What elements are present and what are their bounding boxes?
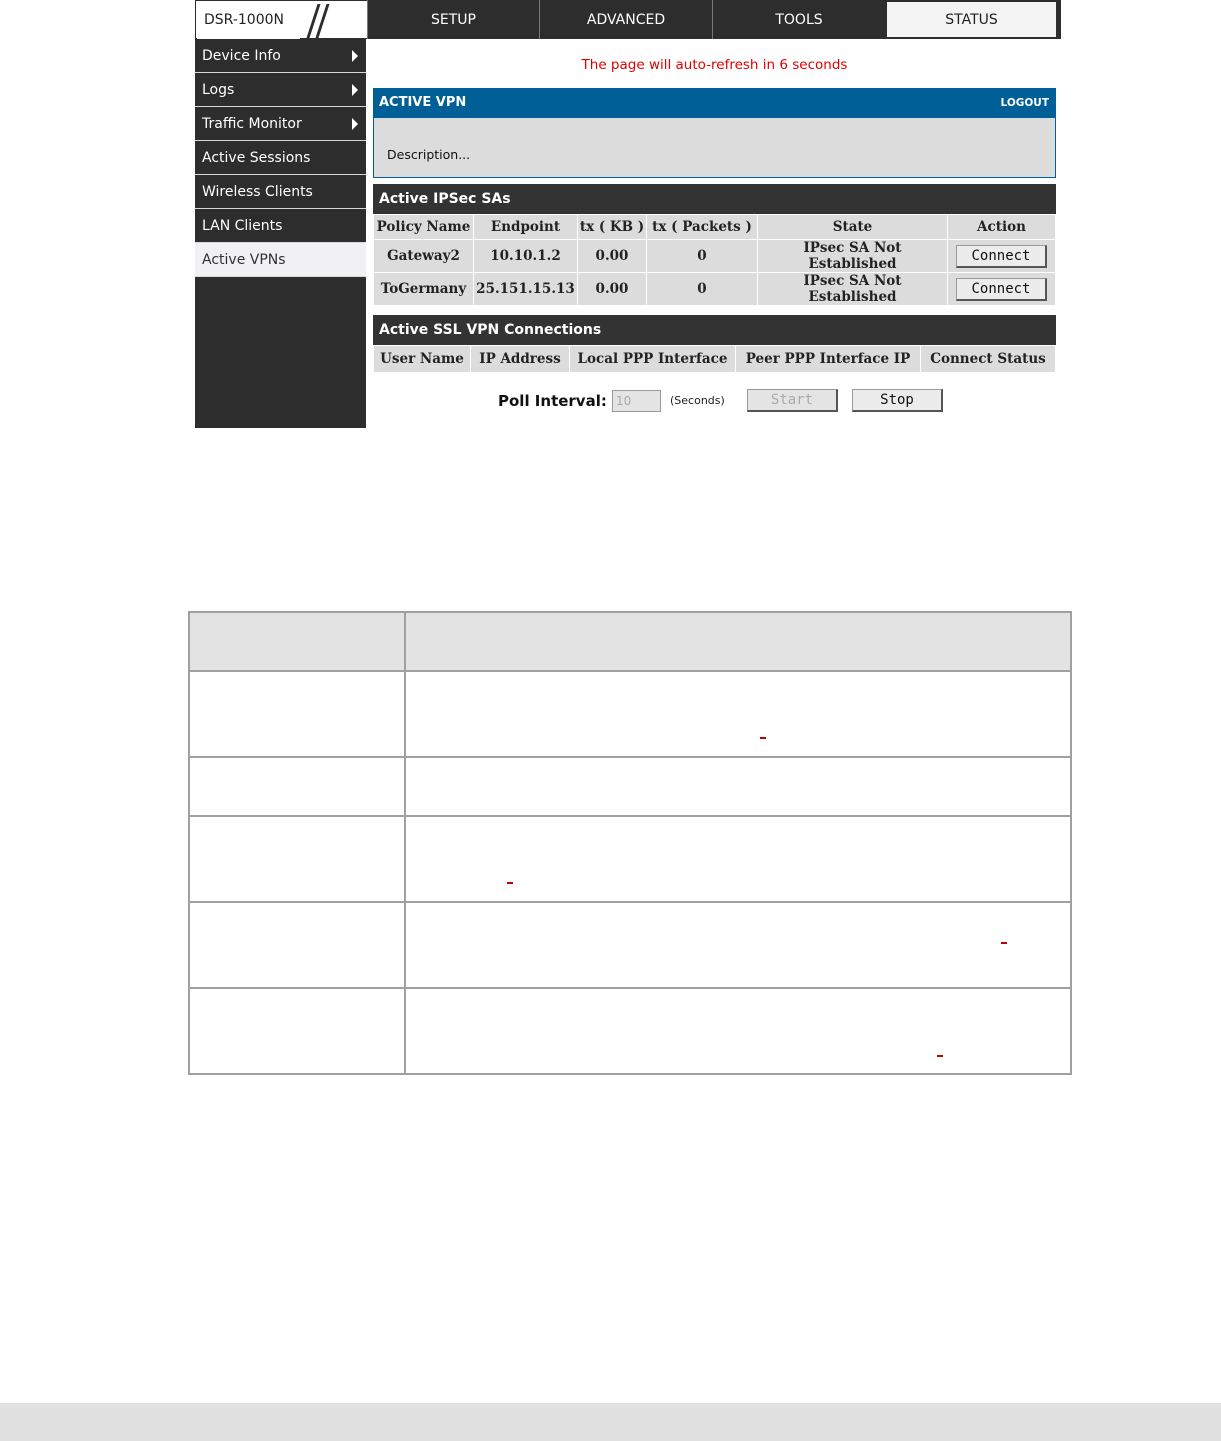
logout-link[interactable]: LOGOUT xyxy=(1000,97,1049,109)
column-header: tx ( Packets ) xyxy=(647,215,758,240)
column-header: Local PPP Interface xyxy=(570,346,736,373)
tx-packets-cell: 0 xyxy=(647,240,758,273)
column-header: Endpoint xyxy=(474,215,578,240)
table-cell xyxy=(189,902,405,988)
action-cell xyxy=(948,240,1056,273)
sidebar-item-lan-clients[interactable] xyxy=(195,209,366,243)
sidebar-item-wireless-clients[interactable] xyxy=(195,175,366,209)
column-header: Connect Status xyxy=(921,346,1056,373)
column-header: tx ( KB ) xyxy=(578,215,647,240)
sidebar-item-label: Wireless Clients xyxy=(202,184,313,200)
sidebar-item-label: Traffic Monitor xyxy=(202,116,302,132)
router-ui-screenshot xyxy=(195,0,1061,428)
action-cell xyxy=(948,273,1056,306)
tx-kb-cell: 0.00 xyxy=(578,240,647,273)
description-panel xyxy=(373,118,1056,178)
model-name: DSR-1000N xyxy=(197,2,300,39)
sidebar-item-label: Device Info xyxy=(202,48,281,64)
ipsec-section-title: Active IPSec SAs xyxy=(373,184,1056,214)
table-cell xyxy=(189,671,405,757)
sidebar-item-traffic-monitor[interactable] xyxy=(195,107,366,141)
connect-button[interactable]: Connect xyxy=(956,245,1047,268)
connect-button[interactable]: Connect xyxy=(956,278,1047,301)
sidebar-item-label: Active VPNs xyxy=(202,252,286,268)
poll-interval-label: Poll Interval: xyxy=(498,392,607,410)
caret-right-icon xyxy=(352,50,358,62)
column-header: Peer PPP Interface IP xyxy=(736,346,921,373)
sidebar xyxy=(195,39,366,428)
header-cell xyxy=(189,612,405,671)
table-row xyxy=(374,273,1056,306)
page-title: ACTIVE VPN xyxy=(379,95,467,110)
poll-interval-unit: (Seconds) xyxy=(670,394,725,407)
red-marker xyxy=(507,882,513,884)
endpoint-cell: 10.10.1.2 xyxy=(474,240,578,273)
table-cell xyxy=(405,671,1071,757)
tx-kb-cell: 0.00 xyxy=(578,273,647,306)
endpoint-cell: 25.151.15.13 xyxy=(474,273,578,306)
policy-name-cell: ToGermany xyxy=(374,273,474,306)
table-cell xyxy=(405,757,1071,816)
table-row xyxy=(189,671,1071,757)
sidebar-item-label: LAN Clients xyxy=(202,218,283,234)
red-marker xyxy=(937,1055,943,1057)
caret-right-icon xyxy=(352,84,358,96)
state-cell: IPsec SA Not Established xyxy=(758,240,948,273)
tab-tools[interactable]: TOOLS xyxy=(712,0,885,39)
panel-header xyxy=(373,88,1056,118)
sidebar-item-logs[interactable] xyxy=(195,73,366,107)
tab-advanced[interactable]: ADVANCED xyxy=(539,0,712,39)
table-cell xyxy=(405,988,1071,1074)
top-nav-bar xyxy=(195,0,1061,39)
column-header: User Name xyxy=(374,346,471,373)
tab-setup[interactable]: SETUP xyxy=(367,0,539,39)
state-cell: IPsec SA Not Established xyxy=(758,273,948,306)
sidebar-item-device-info[interactable] xyxy=(195,39,366,73)
column-header: State xyxy=(758,215,948,240)
sidebar-item-label: Active Sessions xyxy=(202,150,311,166)
page-footer-band xyxy=(0,1403,1221,1441)
auto-refresh-notice: The page will auto-refresh in 6 seconds xyxy=(581,57,848,73)
table-cell xyxy=(405,816,1071,902)
start-button[interactable]: Start xyxy=(747,389,838,412)
table-cell xyxy=(405,902,1071,988)
brand-area xyxy=(195,0,368,39)
table-row xyxy=(189,988,1071,1074)
poll-interval-row xyxy=(373,388,1056,416)
field-description-table xyxy=(188,611,1072,1075)
red-marker xyxy=(1001,942,1007,944)
column-header: IP Address xyxy=(471,346,570,373)
slashes-logo-icon xyxy=(296,2,336,39)
ssl-section-title: Active SSL VPN Connections xyxy=(373,315,1056,345)
ipsec-table xyxy=(373,214,1056,306)
poll-interval-input[interactable]: 10 xyxy=(612,390,661,412)
table-row xyxy=(374,240,1056,273)
tx-packets-cell: 0 xyxy=(647,273,758,306)
table-header-row xyxy=(189,612,1071,671)
table-row xyxy=(189,816,1071,902)
column-header: Action xyxy=(948,215,1056,240)
table-row xyxy=(189,757,1071,816)
header-cell xyxy=(405,612,1071,671)
table-cell xyxy=(189,757,405,816)
table-row xyxy=(189,902,1071,988)
tab-status[interactable]: STATUS xyxy=(885,0,1058,39)
column-header: Policy Name xyxy=(374,215,474,240)
table-cell xyxy=(189,816,405,902)
red-marker xyxy=(760,737,766,739)
table-cell xyxy=(189,988,405,1074)
sidebar-item-active-sessions[interactable] xyxy=(195,141,366,175)
sidebar-item-active-vpns[interactable] xyxy=(195,243,366,277)
stop-button[interactable]: Stop xyxy=(852,389,943,412)
sidebar-item-label: Logs xyxy=(202,82,235,98)
policy-name-cell: Gateway2 xyxy=(374,240,474,273)
description-text: Description... xyxy=(387,147,471,162)
caret-right-icon xyxy=(352,118,358,130)
ssl-vpn-table xyxy=(373,345,1056,373)
